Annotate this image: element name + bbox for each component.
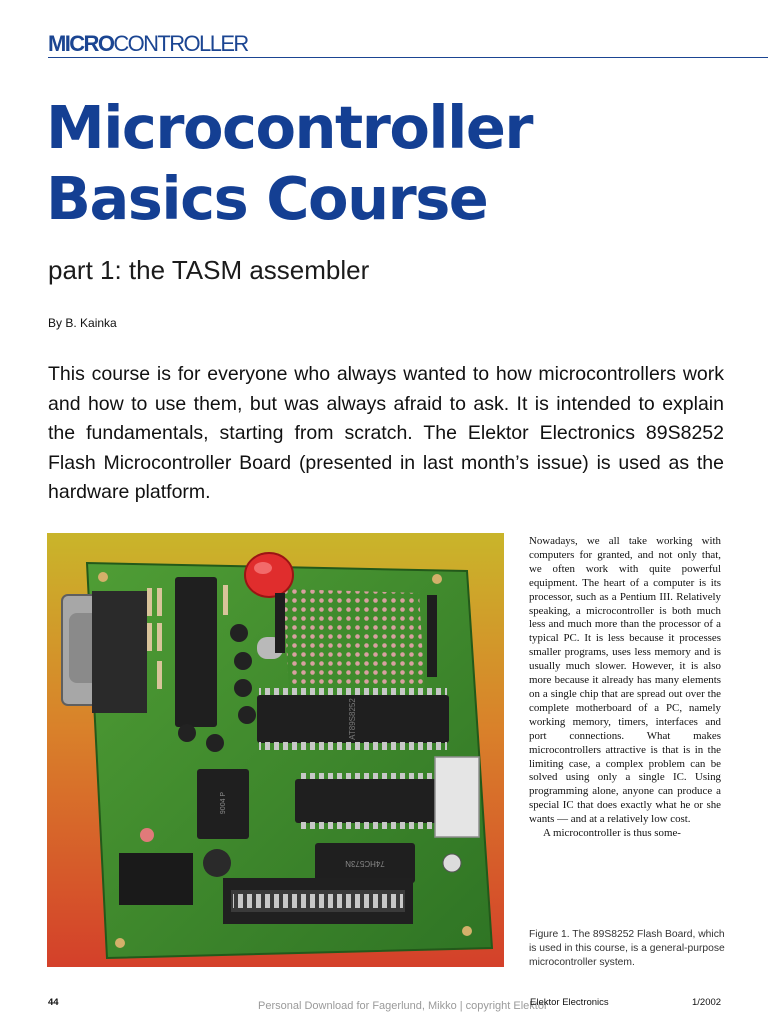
power-jack: [119, 853, 193, 905]
title-line-1: Microcontroller: [46, 93, 532, 162]
potentiometer: [443, 854, 461, 872]
issue-number: 1/2002: [692, 997, 722, 1008]
journal-name: Elektor Electronics: [530, 997, 609, 1008]
led: [140, 828, 154, 842]
section-header-light: CONTROLLER: [113, 31, 248, 56]
title-line-2: Basics Course: [46, 164, 488, 233]
chip-label-main: AT89S8252: [348, 698, 357, 740]
red-push-button: [245, 553, 293, 597]
serial-connector: [62, 591, 147, 713]
prototype-area: [283, 589, 425, 693]
left-pin-header: [275, 593, 285, 653]
chip-label-small: 9004 P: [220, 791, 227, 815]
section-header-bold: MICRO: [48, 31, 114, 56]
main-microcontroller-chip: [257, 688, 449, 750]
driver-chip: [175, 577, 217, 727]
body-paragraph-2: A microcontroller is thus some-: [543, 827, 681, 840]
figure-caption: Figure 1. The 89S8252 Flash Board, which is used in this course, is a general-purpose microcontroller system.: [529, 929, 725, 968]
chip-label-latch: 74HC573N: [345, 859, 385, 868]
body-text-column: [529, 535, 721, 841]
latch-chip: [315, 843, 415, 883]
author-byline: By B. Kainka: [48, 316, 117, 330]
ide-connector: [223, 878, 413, 924]
side-connector: [435, 757, 479, 837]
header-rule: [48, 57, 768, 58]
section-header: [48, 33, 248, 55]
download-watermark: Personal Download for Fagerlund, Mikko | copyright Elektor: [258, 1000, 548, 1012]
board-photo: [47, 533, 504, 967]
article-subtitle: part 1: the TASM assembler: [48, 255, 370, 285]
article-title: [46, 92, 746, 234]
memory-chip: [295, 773, 449, 829]
page-number: 44: [48, 997, 59, 1008]
right-pin-header: [427, 595, 437, 677]
small-ic: [197, 769, 249, 839]
body-paragraph-1: Nowadays, we all take working with computers for granted, and not only that, we often work with quite powerful equipment. The heart of a computer is its processor, such as a Pentium III. Relatively speaking, a microcontroller is both much less and much more than the processor of a typical PC. It is less because it processes smaller programs, uses less memory and is usually much slower. However, it is also more because it already has many elements on a single chip that are spread out over the complete motherboard of a PC, namely working memory, timers, interfaces and port connections. What makes microcontrollers attractive is that is in the limiting case, a complex problem can be solved using only a single IC. Using programming alone, anyone can produce a special IC that does exactly what he or she wants — and at a relatively low cost.: [529, 535, 721, 826]
intro-paragraph: This course is for everyone who always wanted to how microcontrollers work and how to use them, but was always afraid to ask. It is intended to explain the fundamentals, starting from scratch. The Elektor Electronics 89S8252 Flash Microcontroller Board (presented in last month’s issue) is used as the hardware platform.: [48, 363, 724, 503]
